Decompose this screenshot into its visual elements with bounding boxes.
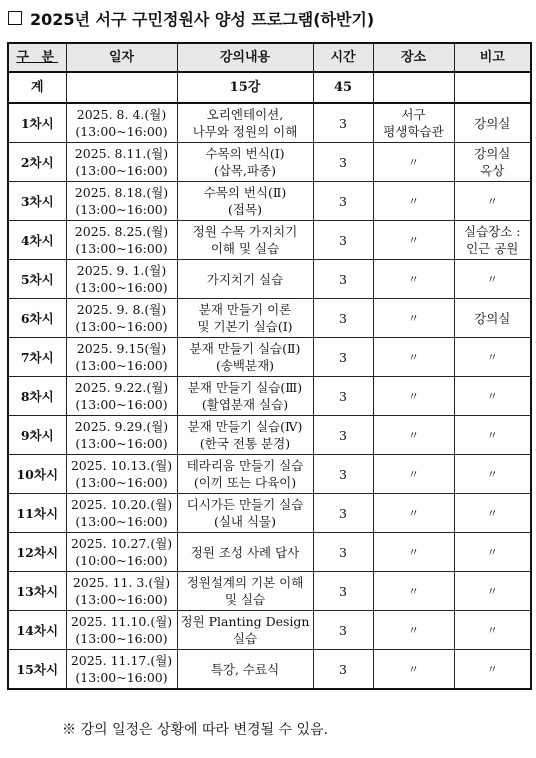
place-cell [373,260,454,299]
total-place-empty [373,72,454,103]
date-cell-line: (13:00~16:00) [75,514,168,529]
place-cell-line: 〃 [408,389,419,403]
content-cell-line: 정원 조성 사례 답사 [190,544,300,560]
date-cell [66,533,177,572]
note-cell-line: 〃 [486,428,498,442]
place-cell [373,650,454,690]
hours-cell [313,650,373,690]
place-cell-line: 〃 [408,623,419,637]
date-cell-line: (13:00~16:00) [75,358,168,373]
content-cell-line: 수목의 번식(Ⅰ) [205,146,285,161]
content-cell-line: 수목의 번식(Ⅱ) [203,185,287,200]
content-cell-line: 분재 만들기 실습(Ⅳ) [187,419,303,434]
note-cell [454,221,531,260]
date-cell-line: (13:00~16:00) [75,319,168,334]
date-cell-line: 2025. 8.11.(월) [74,146,169,161]
table-row [8,572,531,611]
hours-cell [313,221,373,260]
date-cell-line: 2025. 10.13.(월) [70,458,173,473]
note-cell-line: 〃 [486,584,498,598]
hours-cell-line: 3 [339,583,347,599]
schedule-table [7,42,532,690]
content-cell [177,611,313,650]
date-cell-line: (13:00~16:00) [75,475,168,490]
content-cell [177,533,313,572]
date-cell-line: (13:00~16:00) [75,163,168,178]
content-cell [177,650,313,690]
table-row [8,260,531,299]
date-cell-line: 2025. 8.18.(월) [74,185,169,200]
hours-cell [313,572,373,611]
content-cell-line: (실내 식물) [213,514,277,529]
session-cell-line: 3차시 [20,193,54,209]
note-cell-line: 인근 공원 [466,241,519,256]
page-title [8,4,374,32]
date-cell [66,572,177,611]
session-cell-line: 13차시 [16,583,59,599]
place-cell [373,338,454,377]
content-cell [177,494,313,533]
place-cell-line: 〃 [408,311,419,325]
date-cell [66,611,177,650]
note-cell-line: 〃 [486,545,498,559]
place-cell-line: 〃 [408,155,419,169]
content-cell [177,416,313,455]
note-cell [454,143,531,182]
session-cell-line: 5차시 [20,271,54,287]
total-date-empty [66,72,177,103]
place-cell [373,572,454,611]
note-cell [454,572,531,611]
total-label: 계 [8,72,66,103]
header-category: 구 분 [8,43,66,72]
content-cell [177,338,313,377]
date-cell-line: 2025. 9.29.(월) [74,419,169,434]
hours-cell [313,143,373,182]
hours-cell-line: 3 [339,427,347,443]
place-cell [373,103,454,143]
hours-cell-line: 3 [339,505,347,521]
note-cell [454,182,531,221]
table-row [8,650,531,690]
hours-cell [313,416,373,455]
date-cell-line: 2025. 8. 4.(월) [76,107,167,122]
date-cell-line: 2025. 9. 1.(월) [76,263,167,278]
note-cell-line: 강의실 [474,310,511,326]
date-cell-line: 2025. 10.20.(월) [70,497,173,512]
date-cell [66,143,177,182]
hours-cell-line: 3 [339,544,347,560]
date-cell [66,260,177,299]
header-date: 일자 [66,43,177,72]
hours-cell [313,533,373,572]
session-cell [8,260,66,299]
session-cell-line: 15차시 [16,661,59,677]
table-row [8,182,531,221]
date-cell-line: 2025. 11.17.(월) [70,653,173,668]
date-cell-line: (13:00~16:00) [75,124,168,139]
note-cell-line: 강의실 [474,146,511,161]
place-cell [373,377,454,416]
content-cell-line: 실습 [232,631,258,646]
note-cell-line: 〃 [486,662,498,676]
place-cell-line: 〃 [408,350,419,364]
content-cell-line: 테라리움 만들기 실습 [186,458,304,473]
content-cell [177,377,313,416]
note-cell [454,455,531,494]
date-cell-line: (13:00~16:00) [75,202,168,217]
table-row [8,416,531,455]
content-cell-line: (삽목,파종) [213,163,277,178]
hours-cell [313,455,373,494]
session-cell [8,416,66,455]
date-cell [66,377,177,416]
date-cell-line: 2025. 10.27.(월) [70,536,173,551]
session-cell [8,572,66,611]
note-cell [454,299,531,338]
content-cell-line: 정원 Planting Design [180,614,310,629]
note-cell [454,494,531,533]
table-row [8,338,531,377]
session-cell [8,221,66,260]
table-row [8,143,531,182]
session-cell-line: 14차시 [16,622,59,638]
date-cell [66,182,177,221]
content-cell-line: (활엽분재 실습) [201,397,289,412]
date-cell [66,650,177,690]
hours-cell-line: 3 [339,193,347,209]
content-cell [177,572,313,611]
date-cell-line: 2025. 9.15(월) [76,341,167,356]
table-row [8,494,531,533]
date-cell [66,221,177,260]
hours-cell [313,103,373,143]
place-cell [373,416,454,455]
date-cell-line: (13:00~16:00) [75,592,168,607]
note-cell [454,103,531,143]
date-cell [66,494,177,533]
note-cell [454,338,531,377]
date-cell-line: (13:00~16:00) [75,631,168,646]
date-cell-line: 2025. 11. 3.(월) [72,575,171,590]
hours-cell [313,611,373,650]
session-cell [8,650,66,690]
note-cell [454,416,531,455]
place-cell-line: 〃 [408,662,419,676]
note-cell-line: 〃 [486,389,498,403]
header-note: 비고 [454,43,531,72]
note-cell [454,611,531,650]
session-cell-line: 11차시 [16,505,59,521]
date-cell [66,103,177,143]
date-cell-line: (13:00~16:00) [75,280,168,295]
note-cell-line: 옥상 [480,163,505,178]
hours-cell-line: 3 [339,661,347,677]
place-cell [373,455,454,494]
place-cell-line: 〃 [408,545,419,559]
place-cell-line: 〃 [408,194,419,208]
note-cell-line: 〃 [486,506,498,520]
content-cell-line: 분재 만들기 실습(Ⅱ) [189,341,301,356]
hours-cell [313,260,373,299]
place-cell [373,182,454,221]
session-cell [8,455,66,494]
place-cell-line: 〃 [408,506,419,520]
note-cell-line: 〃 [486,272,498,286]
session-cell [8,299,66,338]
session-cell-line: 12차시 [16,544,59,560]
date-cell [66,455,177,494]
place-cell [373,143,454,182]
note-cell-line: 〃 [486,350,498,364]
place-cell-line: 〃 [408,584,419,598]
content-cell-line: 특강, 수료식 [210,661,280,677]
hours-cell-line: 3 [339,310,347,326]
place-cell-line: 〃 [408,428,419,442]
date-cell-line: 2025. 8.25.(월) [74,224,169,239]
content-cell [177,299,313,338]
date-cell [66,299,177,338]
date-cell-line: (13:00~16:00) [75,241,168,256]
content-cell-line: 및 기본기 실습(Ⅰ) [197,319,293,334]
content-cell [177,221,313,260]
place-cell [373,494,454,533]
table-row [8,299,531,338]
session-cell [8,533,66,572]
content-cell-line: (이끼 또는 다육이) [193,475,297,490]
table-row [8,455,531,494]
session-cell [8,494,66,533]
place-cell-line: 평생학습관 [383,124,444,139]
page-title-text: 2025년 서구 구민정원사 양성 프로그램(하반기) [30,9,375,29]
session-cell-line: 2차시 [20,154,54,170]
content-cell-line: 나무와 정원의 이해 [192,124,298,139]
total-content: 15강 [177,72,313,103]
content-cell-line: 오리엔테이션, [206,107,284,122]
header-hours: 시간 [313,43,373,72]
date-cell-line: (13:00~16:00) [75,670,168,685]
content-cell-line: 분재 만들기 이론 [198,302,292,317]
date-cell-line: 2025. 11.10.(월) [70,614,173,629]
content-cell-line: 분재 만들기 실습(Ⅲ) [187,380,303,395]
content-cell-line: 이해 및 실습 [210,241,280,256]
place-cell-line: 서구 [401,107,426,122]
place-cell [373,533,454,572]
note-cell-line: 〃 [486,467,498,481]
total-hours: 45 [313,72,373,103]
note-cell [454,533,531,572]
place-cell [373,221,454,260]
content-cell-line: 가지치기 실습 [206,271,284,287]
table-row [8,611,531,650]
content-cell [177,182,313,221]
date-cell-line: (10:00~16:00) [75,553,168,568]
session-cell-line: 8차시 [20,388,54,404]
header-place: 장소 [373,43,454,72]
total-row [8,72,531,103]
session-cell [8,182,66,221]
note-cell-line: 실습장소 : [464,224,521,239]
session-cell [8,377,66,416]
table-row [8,377,531,416]
hours-cell-line: 3 [339,232,347,248]
date-cell [66,416,177,455]
session-cell-line: 6차시 [20,310,54,326]
hours-cell-line: 3 [339,349,347,365]
table-row [8,103,531,143]
hours-cell-line: 3 [339,271,347,287]
note-cell-line: 강의실 [474,115,511,131]
session-cell-line: 9차시 [20,427,54,443]
session-cell [8,611,66,650]
note-cell [454,377,531,416]
session-cell-line: 10차시 [16,466,59,482]
content-cell-line: 및 실습 [224,592,266,607]
content-cell [177,143,313,182]
note-cell-line: 〃 [486,194,498,208]
date-cell-line: 2025. 9.22.(월) [74,380,169,395]
date-cell-line: 2025. 9. 8.(월) [76,302,167,317]
content-cell-line: (송백분재) [215,358,275,373]
content-cell [177,260,313,299]
content-cell-line: 디시가든 만들기 실습 [186,497,304,512]
hours-cell-line: 3 [339,154,347,170]
hours-cell-line: 3 [339,115,347,131]
hours-cell-line: 3 [339,622,347,638]
place-cell [373,299,454,338]
content-cell-line: (접목) [228,202,262,217]
session-cell-line: 1차시 [20,115,54,131]
place-cell-line: 〃 [408,467,419,481]
note-cell [454,260,531,299]
checkbox-square-icon [8,11,22,25]
session-cell [8,143,66,182]
date-cell [66,338,177,377]
total-note-empty [454,72,531,103]
content-cell-line: 정원 수목 가지치기 [192,224,298,239]
session-cell [8,103,66,143]
note-cell-line: 〃 [486,623,498,637]
table-row [8,533,531,572]
hours-cell-line: 3 [339,466,347,482]
table-row [8,221,531,260]
place-cell-line: 〃 [408,233,419,247]
date-cell-line: (13:00~16:00) [75,397,168,412]
content-cell [177,455,313,494]
session-cell [8,338,66,377]
hours-cell [313,299,373,338]
hours-cell [313,338,373,377]
session-cell-line: 7차시 [20,349,54,365]
header-content: 강의내용 [177,43,313,72]
place-cell-line: 〃 [408,272,419,286]
content-cell-line: 정원설계의 기본 이해 [186,575,304,590]
content-cell-line: (한국 전통 분경) [199,436,291,451]
hours-cell [313,377,373,416]
content-cell [177,103,313,143]
hours-cell [313,182,373,221]
footnote: ※ 강의 일정은 상황에 따라 변경될 수 있음. [62,722,328,738]
session-cell-line: 4차시 [20,232,54,248]
table-header-row [8,43,531,72]
note-cell [454,650,531,690]
hours-cell [313,494,373,533]
place-cell [373,611,454,650]
date-cell-line: (13:00~16:00) [75,436,168,451]
hours-cell-line: 3 [339,388,347,404]
